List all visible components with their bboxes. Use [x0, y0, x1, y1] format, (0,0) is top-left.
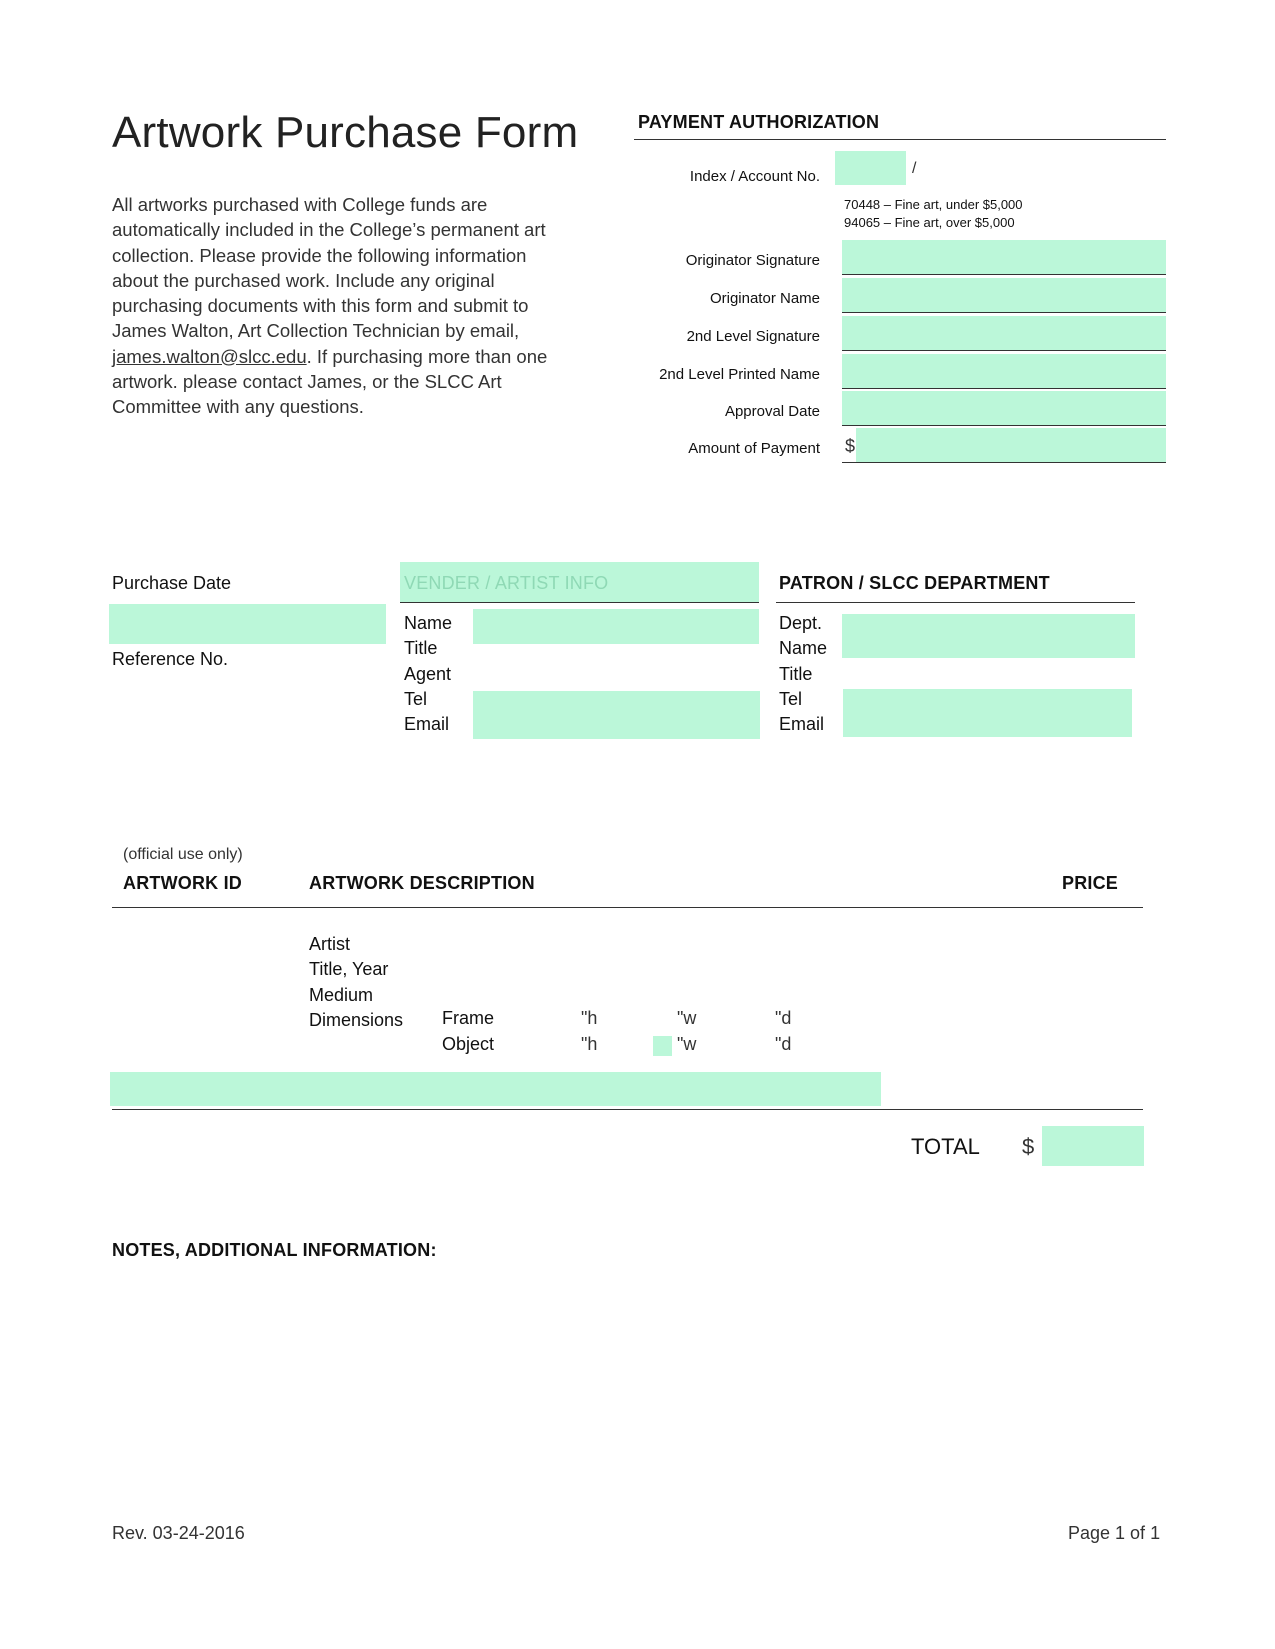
patron-labels [779, 611, 827, 737]
originator-name-input[interactable] [842, 278, 1166, 312]
artist-label: Artist [309, 934, 351, 954]
total-input[interactable] [1042, 1126, 1144, 1166]
vendor-name-label: Name [404, 613, 453, 633]
page-title: Artwork Purchase Form [112, 108, 579, 157]
second-level-signature-input[interactable] [842, 316, 1166, 350]
account-note-over-5000: 94065 – Fine art, over $5,000 [844, 215, 1015, 230]
index-account-separator: / [912, 160, 917, 177]
vendor-artist-info-heading: VENDER / ARTIST INFO [404, 573, 609, 593]
reference-number-label: Reference No. [112, 649, 229, 669]
dimensions-label: Dimensions [309, 1009, 404, 1030]
payment-authorization-heading: PAYMENT AUTHORIZATION [638, 112, 880, 132]
account-note-under-5000: 70448 – Fine art, under $5,000 [844, 197, 1023, 212]
originator-name-label: Originator Name [709, 290, 820, 307]
second-level-signature-label: 2nd Level Signature [686, 328, 820, 345]
notes-heading: NOTES, ADDITIONAL INFORMATION: [112, 1240, 437, 1260]
frame-label: Frame [442, 1008, 495, 1028]
approval-date-label: Approval Date [724, 403, 820, 420]
second-level-name-input[interactable] [842, 354, 1166, 388]
patron-heading-rule [776, 602, 1135, 603]
patron-dept-label: Dept. [779, 613, 823, 633]
email-link[interactable]: james.walton@slcc.edu [112, 345, 307, 367]
object-width-input[interactable] [653, 1036, 672, 1056]
patron-tel-label: Tel [779, 688, 803, 709]
originator-signature-rule [842, 274, 1166, 275]
purchase-date-input[interactable] [109, 604, 386, 644]
index-account-label: Index / Account No. [689, 168, 820, 185]
amount-of-payment-input[interactable] [856, 428, 1166, 462]
patron-title-label: Title [779, 663, 813, 684]
vendor-title-label: Title [404, 638, 438, 659]
artwork-description-labels [309, 932, 403, 1033]
page-number: Page 1 of 1 [1068, 1523, 1161, 1543]
vendor-agent-label: Agent [404, 663, 452, 684]
originator-name-rule [842, 312, 1166, 313]
index-account-input[interactable] [835, 151, 906, 185]
amount-of-payment-label: Amount of Payment [688, 440, 820, 457]
originator-signature-label: Originator Signature [685, 252, 820, 269]
object-label: Object [442, 1034, 495, 1054]
vendor-labels [404, 611, 452, 737]
second-level-signature-rule [842, 350, 1166, 351]
purchase-date-label: Purchase Date [112, 573, 232, 593]
approval-date-rule [842, 425, 1166, 426]
frame-width-unit: "w [677, 1008, 697, 1028]
medium-label: Medium [309, 984, 374, 1005]
vendor-email-label: Email [404, 714, 450, 735]
total-currency-symbol: $ [1022, 1134, 1035, 1159]
artwork-table-bottom-rule [112, 1109, 1143, 1110]
patron-email-label: Email [779, 714, 825, 735]
intro-text-start: All artworks purchased with College funds are automatically included in the College’s permanent art collection. Please provide the following information about the purchased work. Include any original purchasing documents with this form and submit to James Walton, Art Collection Technician by email, [112, 194, 546, 342]
patron-dept-name-input[interactable] [842, 614, 1135, 658]
title-year-label: Title, Year [309, 959, 389, 980]
second-level-name-rule [842, 388, 1166, 389]
intro-paragraph [112, 192, 562, 420]
object-depth-unit: "d [775, 1034, 792, 1054]
object-height-unit: "h [581, 1034, 598, 1054]
artwork-table-header-rule [112, 907, 1143, 908]
intro-text-end: . If purchasing more than one artwork. please contact James, or the SLCC Art Committee with any questions. [112, 345, 548, 418]
price-column-header: PRICE [1062, 873, 1119, 893]
frame-height-unit: "h [581, 1008, 598, 1028]
official-use-note: (official use only) [123, 846, 243, 863]
frame-depth-unit: "d [775, 1008, 792, 1028]
vendor-name-input[interactable] [473, 609, 759, 644]
amount-of-payment-rule [842, 462, 1166, 463]
patron-department-heading: PATRON / SLCC DEPARTMENT [779, 573, 1050, 593]
vendor-tel-email-input[interactable] [473, 691, 760, 739]
payment-heading-rule [634, 139, 1166, 140]
total-label: TOTAL [911, 1134, 980, 1159]
patron-tel-email-input[interactable] [843, 689, 1132, 737]
originator-signature-input[interactable] [842, 240, 1166, 274]
revision-date: Rev. 03-24-2016 [112, 1523, 245, 1543]
patron-name-label: Name [779, 638, 828, 659]
artwork-description-column-header: ARTWORK DESCRIPTION [309, 873, 535, 893]
approval-date-input[interactable] [842, 391, 1166, 425]
second-level-name-label: 2nd Level Printed Name [659, 366, 820, 383]
vendor-tel-label: Tel [404, 688, 428, 709]
vendor-heading-rule [400, 602, 759, 603]
artwork-row-input[interactable] [110, 1072, 881, 1106]
object-width-unit: "w [677, 1034, 697, 1054]
amount-currency-symbol: $ [845, 436, 856, 456]
artwork-id-column-header: ARTWORK ID [123, 873, 242, 893]
